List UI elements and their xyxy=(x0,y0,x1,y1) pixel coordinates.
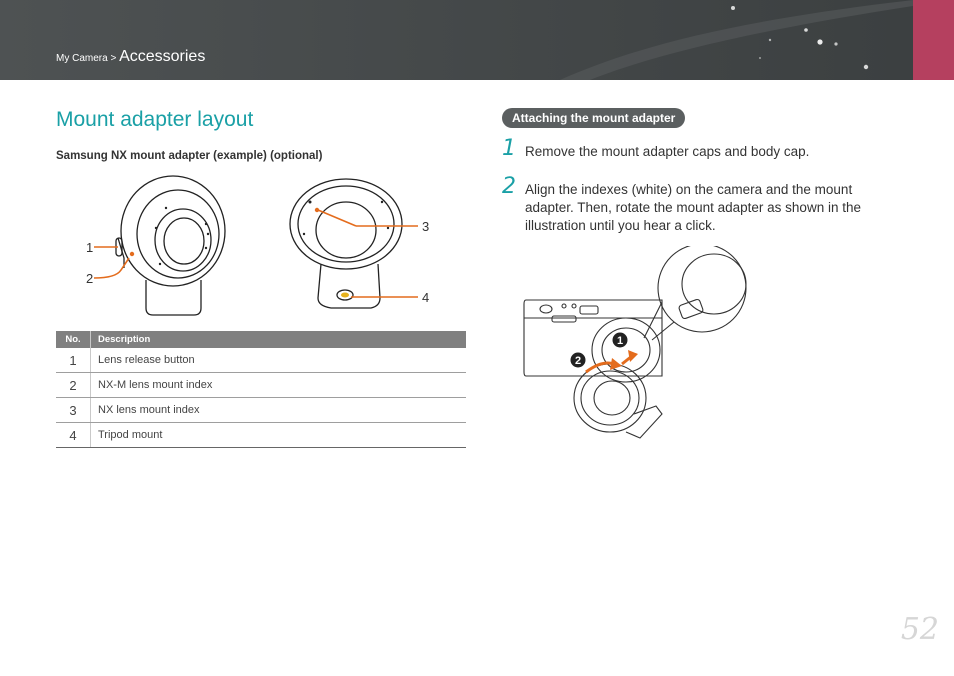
row-description: Lens release button xyxy=(91,348,467,373)
procedure-heading: Attaching the mount adapter xyxy=(502,108,685,128)
row-description: NX-M lens mount index xyxy=(91,373,467,398)
adapter-front-view xyxy=(116,176,225,315)
figure-subtitle: Samsung NX mount adapter (example) (optional) xyxy=(56,150,323,162)
row-description: NX lens mount index xyxy=(91,398,467,423)
adapter-part xyxy=(574,364,662,438)
table-row xyxy=(56,423,466,448)
mount-adapter-illustration xyxy=(56,168,456,318)
row-number: 1 xyxy=(56,348,91,373)
page-number: 52 xyxy=(900,612,939,647)
table-row xyxy=(56,373,466,398)
table-header-row xyxy=(56,331,466,348)
callout-4: 4 xyxy=(422,290,430,305)
header-sparkles xyxy=(0,0,954,80)
page-header xyxy=(0,0,954,80)
header-accent-tab xyxy=(913,0,954,80)
row-number: 3 xyxy=(56,398,91,423)
row-number: 2 xyxy=(56,373,91,398)
marker-2: 2 xyxy=(574,355,582,367)
step-1-text: Remove the mount adapter caps and body cap. xyxy=(525,144,810,159)
adapter-rear-view xyxy=(290,179,402,308)
camera-attach-illustration xyxy=(522,246,752,442)
column-header-no: No. xyxy=(56,331,91,348)
parts-table xyxy=(56,331,466,448)
breadcrumb xyxy=(56,48,205,66)
camera-body xyxy=(524,300,662,382)
section-title: Mount adapter layout xyxy=(56,108,254,131)
row-number: 4 xyxy=(56,423,91,448)
callout-1: 1 xyxy=(86,240,94,255)
step-2-text: Align the indexes (white) on the camera and the mount adapter. Then, rotate the mount adapter as shown in the illustration until you hear a click. xyxy=(525,182,861,233)
table-row xyxy=(56,348,466,373)
row-description: Tripod mount xyxy=(91,423,467,448)
table-row xyxy=(56,398,466,423)
breadcrumb-parent[interactable]: My Camera > xyxy=(56,53,117,64)
callout-2: 2 xyxy=(86,271,94,286)
column-header-description: Description xyxy=(91,331,467,348)
step-2-number: 2 xyxy=(502,174,516,199)
step-1-number: 1 xyxy=(502,136,516,161)
marker-1: 1 xyxy=(616,335,624,347)
zoom-detail xyxy=(644,246,746,340)
callout-3: 3 xyxy=(422,219,430,234)
breadcrumb-current: Accessories xyxy=(119,48,206,65)
